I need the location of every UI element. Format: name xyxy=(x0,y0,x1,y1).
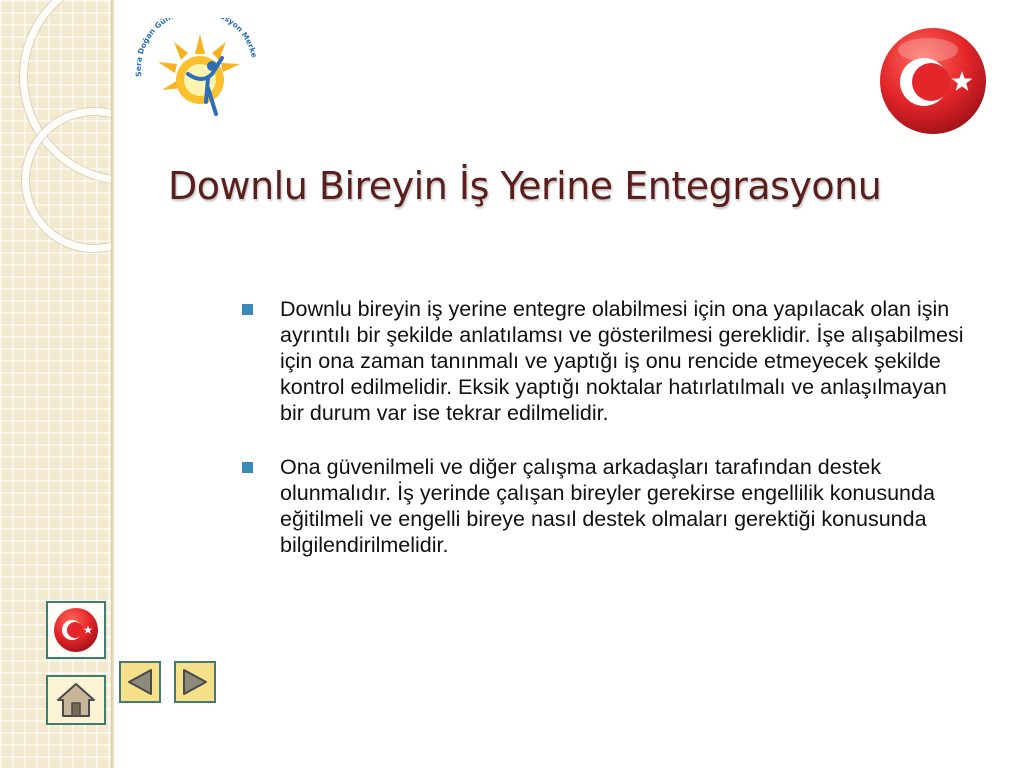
turkish-flag-icon xyxy=(878,26,988,136)
list-item xyxy=(240,454,970,558)
flag-button[interactable] xyxy=(46,601,106,659)
bullet-text: Downlu bireyin iş yerine entegre olabilmesi için ona yapılacak olan işin ayrıntılı bir şekilde anlatılamsı ve gösterilmesi gereklidir. İşe alışabilmesi için ona zaman tanınmalı ve yaptığı iş onu rencide etmeyecek şekilde kontrol edilmelidir. Eksik yaptığı noktalar hatırlatılmalı ve anlaşılmayan bir durum var ise tekrar edilmelidir. xyxy=(280,297,964,425)
next-slide-button[interactable] xyxy=(174,661,216,703)
bullet-square-icon xyxy=(242,462,253,473)
bullet-text: Ona güvenilmeli ve diğer çalışma arkadaşları tarafından destek olunmalıdır. İş yerinde çalışan bireyler gerekirse engellilik konusunda eğitilmeli ve engelli bireye nasıl destek olmaları gerektiği konusunda bilgilendirilmelidir. xyxy=(280,455,935,557)
strip-edge xyxy=(111,0,114,768)
rehabilitation-center-logo xyxy=(128,18,260,126)
list-item xyxy=(240,296,970,426)
turkish-flag-icon xyxy=(53,607,99,653)
slide-title: Downlu Bireyin İş Yerine Entegrasyonu xyxy=(168,164,882,208)
bullet-list xyxy=(240,296,970,586)
bullet-square-icon xyxy=(242,304,253,315)
triangle-right-icon xyxy=(180,667,210,697)
previous-slide-button[interactable] xyxy=(119,661,161,703)
home-icon xyxy=(56,681,96,719)
logo-text: Sera Doğan Gün syon Merke xyxy=(133,18,259,78)
home-button[interactable] xyxy=(46,675,106,725)
triangle-left-icon xyxy=(125,667,155,697)
